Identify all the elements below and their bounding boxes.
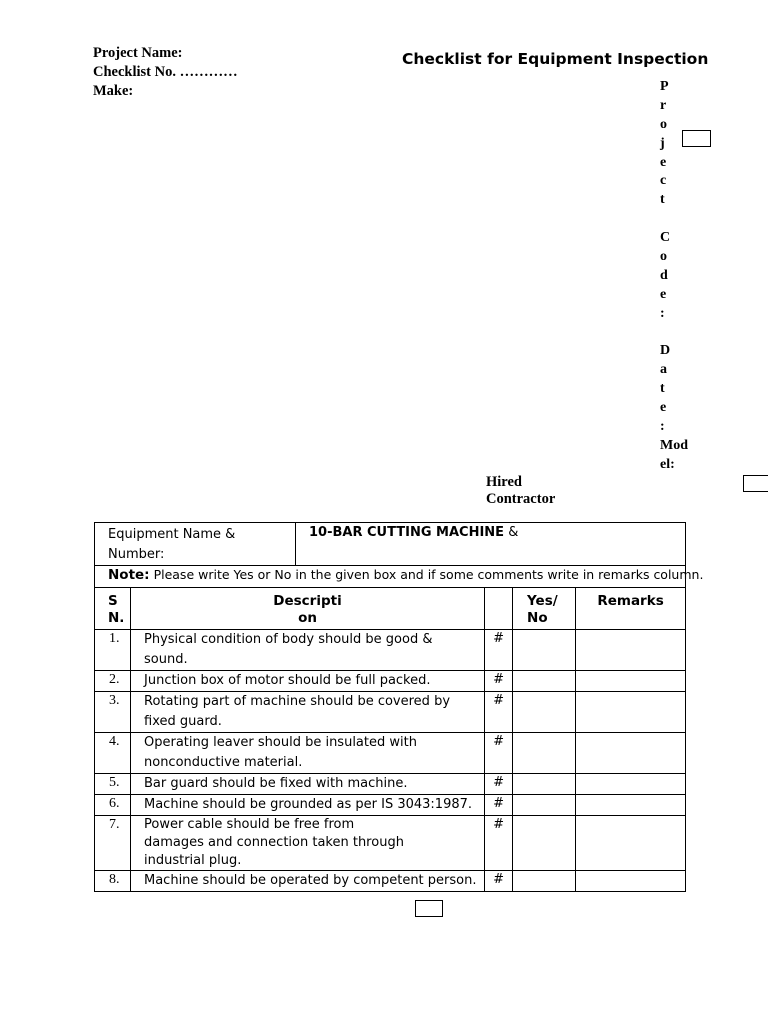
checklist-number-label: Checklist No. ………… — [93, 64, 238, 80]
equipment-row — [95, 523, 686, 566]
hired-label: Hired — [486, 474, 522, 490]
page-title: Checklist for Equipment Inspection — [402, 50, 709, 68]
vertical-char: d — [660, 267, 668, 283]
note-label: Note: — [108, 567, 150, 583]
vertical-char: r — [660, 97, 667, 113]
row-description: Operating leaver should be insulated with nonconductive material. — [131, 733, 485, 774]
row-mark: # — [485, 692, 513, 733]
row-sn: 4. — [95, 733, 131, 774]
row-sn: 1. — [95, 630, 131, 671]
equipment-name-suffix: & — [504, 525, 519, 540]
vertical-char: D — [660, 343, 671, 359]
remarks-input[interactable] — [576, 692, 686, 733]
remarks-input[interactable] — [576, 871, 686, 892]
header-sn-line1: S — [108, 593, 118, 609]
yes-no-input[interactable] — [513, 671, 576, 692]
vertical-char: P — [660, 79, 669, 94]
table-row — [95, 630, 686, 671]
row-description: Machine should be grounded as per IS 3043:1987. — [131, 795, 485, 816]
vertical-char: : — [660, 419, 665, 435]
header-desc-line1: Descripti — [273, 593, 342, 609]
note-cell — [95, 566, 704, 588]
vertical-char: o — [660, 116, 667, 132]
row-mark: # — [485, 671, 513, 692]
table-row — [95, 774, 686, 795]
equipment-name-value — [296, 523, 686, 566]
row-description: Power cable should be free from damages and connection taken through industrial plug. — [131, 816, 485, 871]
remarks-input[interactable] — [576, 733, 686, 774]
project-code-box[interactable] — [682, 130, 711, 147]
hired-contractor-label — [486, 474, 555, 508]
table-row — [95, 671, 686, 692]
row-description: Junction box of motor should be full packed. — [131, 671, 485, 692]
project-name-label: Project Name: — [93, 45, 183, 61]
vertical-char: e — [660, 154, 667, 170]
row-mark: # — [485, 816, 513, 871]
row-description: Physical condition of body should be good & sound. — [131, 630, 485, 671]
table-row — [95, 871, 686, 892]
yes-no-input[interactable] — [513, 733, 576, 774]
remarks-input[interactable] — [576, 671, 686, 692]
yes-no-input[interactable] — [513, 871, 576, 892]
note-text: Please write Yes or No in the given box and if some comments write in remarks column. — [149, 567, 704, 582]
vertical-char: j — [660, 135, 665, 151]
table-row — [95, 692, 686, 733]
header-desc-line2: on — [298, 610, 317, 626]
vertical-char: t — [660, 192, 665, 208]
remarks-input[interactable] — [576, 630, 686, 671]
vertical-char: : — [660, 305, 665, 321]
vertical-char: t — [660, 381, 665, 397]
header-yesno-line1: Yes/ — [527, 593, 558, 609]
remarks-input[interactable] — [576, 795, 686, 816]
vertical-char — [660, 210, 700, 229]
row-mark: # — [485, 630, 513, 671]
row-sn: 6. — [95, 795, 131, 816]
vertical-char: e — [660, 286, 667, 302]
contractor-label: Contractor — [486, 491, 556, 507]
make-label: Make: — [93, 83, 134, 99]
equipment-name-text: 10-BAR CUTTING MACHINE — [309, 525, 505, 540]
row-description: Bar guard should be fixed with machine. — [131, 774, 485, 795]
yes-no-input[interactable] — [513, 692, 576, 733]
row-sn: 7. — [95, 816, 131, 871]
vertical-char: a — [660, 362, 667, 378]
row-mark: # — [485, 774, 513, 795]
header-description — [131, 588, 485, 630]
vertical-char — [660, 324, 700, 343]
table-row — [95, 795, 686, 816]
row-mark: # — [485, 871, 513, 892]
row-mark: # — [485, 733, 513, 774]
header-yes-no — [513, 588, 576, 630]
model-box[interactable] — [743, 475, 768, 492]
note-row — [95, 566, 686, 588]
equipment-name-label: Equipment Name & Number: — [95, 523, 296, 566]
vertical-char: el: — [660, 456, 675, 472]
yes-no-input[interactable] — [513, 630, 576, 671]
yes-no-input[interactable] — [513, 795, 576, 816]
header-info — [93, 44, 238, 101]
header-remarks: Remarks — [576, 588, 686, 630]
table-row — [95, 733, 686, 774]
vertical-char: C — [660, 230, 671, 246]
vertical-char: o — [660, 249, 667, 265]
remarks-input[interactable] — [576, 816, 686, 871]
yes-no-input[interactable] — [513, 816, 576, 871]
vertical-char: e — [660, 400, 667, 416]
footer-box[interactable] — [415, 900, 443, 917]
header-sn-line2: N. — [108, 610, 125, 626]
vertical-char: c — [660, 173, 667, 189]
row-sn: 2. — [95, 671, 131, 692]
row-mark: # — [485, 795, 513, 816]
table-row — [95, 816, 686, 871]
vertical-char: Mod — [660, 437, 688, 453]
row-description: Machine should be operated by competent person. — [131, 871, 485, 892]
row-description: Rotating part of machine should be covered by fixed guard. — [131, 692, 485, 733]
checklist-table — [94, 522, 704, 892]
table-header-row — [95, 588, 686, 630]
row-sn: 5. — [95, 774, 131, 795]
row-sn: 3. — [95, 692, 131, 733]
header-yesno-line2: No — [527, 610, 548, 626]
remarks-input[interactable] — [576, 774, 686, 795]
row-sn: 8. — [95, 871, 131, 892]
header-sn — [95, 588, 131, 630]
yes-no-input[interactable] — [513, 774, 576, 795]
header-mark — [485, 588, 513, 630]
